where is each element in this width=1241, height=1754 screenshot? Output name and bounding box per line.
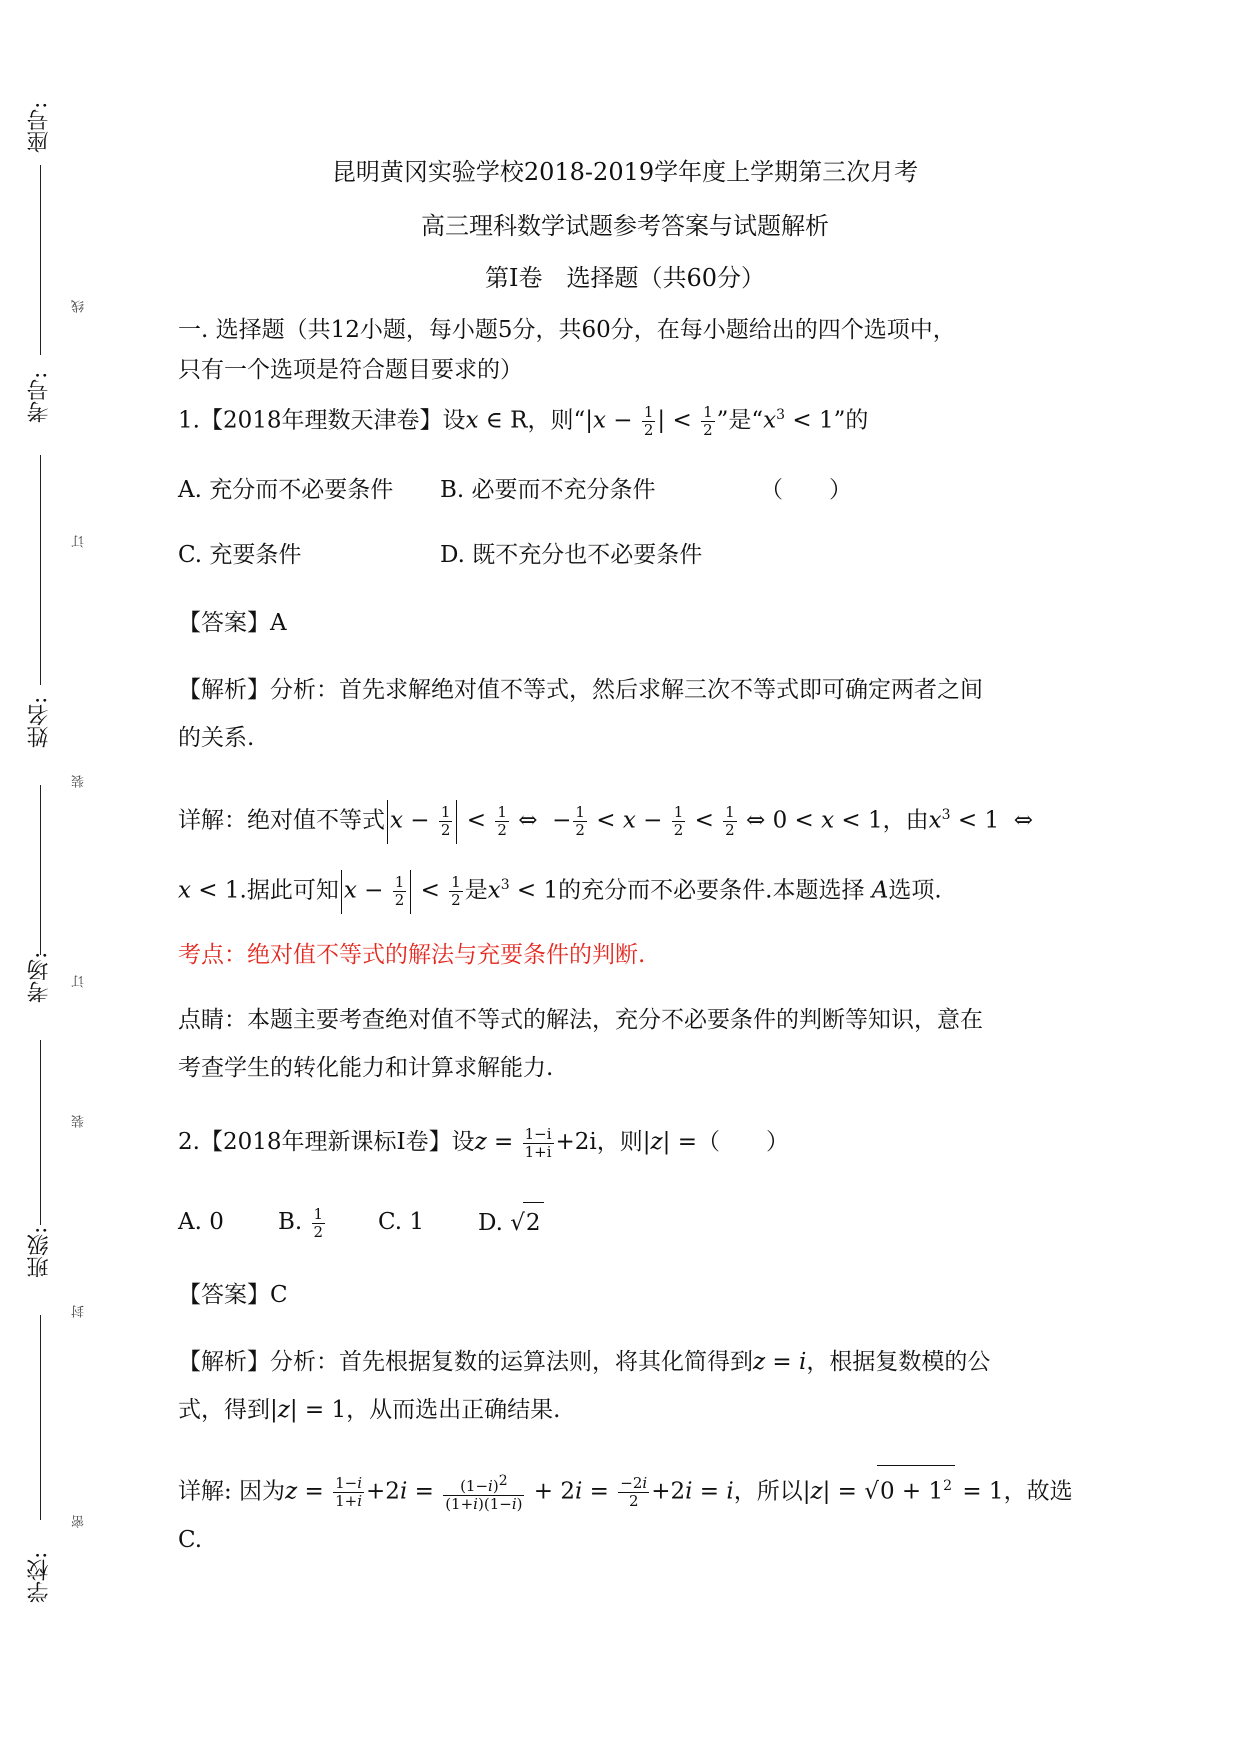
exam-subtitle: 高三理科数学试题参考答案与试题解析 xyxy=(421,212,829,240)
seal-mark: 装 xyxy=(72,775,87,788)
school-label: 学校: xyxy=(27,1551,52,1604)
question-2-stem: 2.【2018年理新课标Ⅰ卷】设z = $\frac{1-i}{1+i}$ +2i，则|z| =（ ） xyxy=(178,1124,790,1161)
question-1-comment-line1: 点睛：本题主要考查绝对值不等式的解法，充分不必要条件的判断等知识，意在 xyxy=(178,1007,983,1033)
question-1-analysis-line2: 的关系. xyxy=(178,725,255,751)
seal-mark: 装 xyxy=(72,1115,87,1128)
section-title: 第Ⅰ卷 选择题（共60分） xyxy=(484,264,766,292)
seal-mark: 线 xyxy=(72,300,87,313)
seat-number-label: 座号: xyxy=(27,101,52,154)
question-2-detail-line1: 详解: 因为z = $\frac{1-i}{1+i}$ +2i = $\frac{(1-i)^2}{(1+i)(1-i)}$ + 2i = $\frac{-2i}{2}$ +2i = i，所以$|z| = √0 + 1^2 = 1$，故选 xyxy=(178,1465,1073,1513)
exam-number-line xyxy=(40,455,41,685)
question-1-analysis-line1: 【解析】分析：首先求解绝对值不等式，然后求解三次不等式即可确定两者之间 xyxy=(178,677,983,703)
question-1-option-c: C. 充要条件 xyxy=(178,542,302,568)
seat-number-line xyxy=(40,165,41,355)
question-1-detail-line1: 详解：绝对值不等式 x − $\frac{1}{2}$ < $\frac{1}{2}$ ⇔ − $\frac{1}{2}$ < x − $\frac{1}{2}$ < $\frac{1}{2}$ ⇔ 0 < x < 1，由$x^3 < 1$ ⇔ xyxy=(178,795,1033,844)
class-line xyxy=(40,1315,41,1520)
question-1-option-d: D. 既不充分也不必要条件 xyxy=(440,542,703,568)
question-1-comment-line2: 考查学生的转化能力和计算求解能力. xyxy=(178,1055,554,1081)
name-line xyxy=(40,785,41,955)
seal-mark: 封 xyxy=(72,1305,87,1318)
question-2-analysis-line2: 式，得到|z| = 1，从而选出正确结果. xyxy=(178,1397,561,1423)
question-2-detail-line2: C. xyxy=(178,1527,203,1553)
question-2-option-a: A. 0 xyxy=(178,1209,224,1235)
question-1-option-b: B. 必要而不充分条件 xyxy=(440,477,656,503)
name-label: 姓名: xyxy=(27,696,52,749)
seal-mark: 订 xyxy=(72,975,87,988)
class-label: 班级: xyxy=(27,1226,52,1279)
exam-room-line xyxy=(40,1040,41,1225)
binding-margin xyxy=(0,0,100,1754)
exam-title: 昆明黄冈实验学校2018-2019学年度上学期第三次月考 xyxy=(331,158,919,186)
question-1-answer: 【答案】A xyxy=(178,610,287,636)
question-2-option-d: D. √2 xyxy=(478,1202,544,1243)
question-2-option-b: B. $\frac{1}{2}$ xyxy=(278,1204,324,1241)
seal-mark: 密 xyxy=(72,1515,87,1528)
question-1-stem: 1.【2018年理数天津卷】设x ∈ R，则“|x − $\frac{1}{2}$ | < $\frac{1}{2}$ ”是“$x^3 < 1$”的 xyxy=(178,403,869,440)
exam-number-label: 考号: xyxy=(27,371,52,424)
question-2-answer: 【答案】C xyxy=(178,1282,288,1308)
question-2-analysis-line1: 【解析】分析：首先根据复数的运算法则，将其化简得到z = i，根据复数模的公 xyxy=(178,1349,991,1375)
seal-mark: 订 xyxy=(72,535,87,548)
section-intro-line1: 一. 选择题（共12小题，每小题5分，共60分，在每小题给出的四个选项中， xyxy=(178,317,956,343)
question-2-option-c: C. 1 xyxy=(378,1209,425,1235)
section-intro-line2: 只有一个选项是符合题目要求的） xyxy=(178,357,523,383)
exam-room-label: 考场: xyxy=(27,951,52,1004)
question-1-detail-line2: x < 1.据此可知 x − $\frac{1}{2}$ < $\frac{1}{2}$ 是$x^3 < 1$的充分而不必要条件.本题选择 A选项. xyxy=(178,865,942,914)
question-1-option-a: A. 充分而不必要条件 xyxy=(178,477,394,503)
question-1-answer-paren: （ ） xyxy=(760,477,852,503)
question-1-key-point: 考点：绝对值不等式的解法与充要条件的判断. xyxy=(178,942,646,968)
